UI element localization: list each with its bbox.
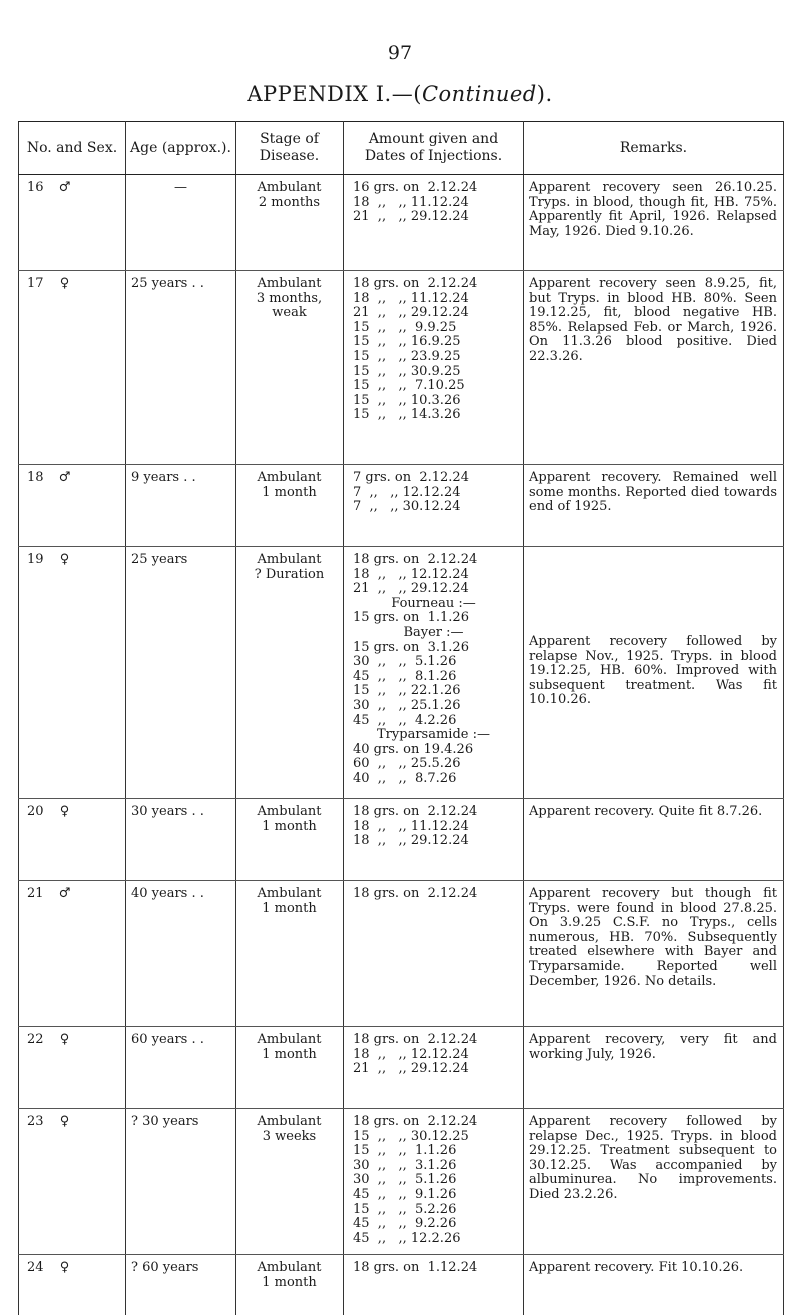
cell-stage bbox=[236, 271, 344, 465]
stage-line: Ambulant bbox=[257, 552, 322, 567]
injection-line: 18 grs. on 2.12.24 bbox=[353, 804, 478, 819]
case-number: 22 bbox=[27, 1032, 44, 1047]
injection-line: 18 grs. on 2.12.24 bbox=[353, 1032, 478, 1047]
title-end: ). bbox=[536, 82, 553, 106]
injection-line: 60 ,, ,, 25.5.26 bbox=[353, 756, 461, 772]
cell-remarks: Apparent recovery. Quite fit 8.7.26. bbox=[524, 799, 784, 881]
sex-symbol: ♀ bbox=[59, 1114, 70, 1129]
stage-line: Ambulant bbox=[257, 804, 322, 819]
title-main: APPENDIX I.—( bbox=[247, 82, 422, 106]
page-title bbox=[0, 82, 800, 106]
cell-stage bbox=[236, 175, 344, 271]
stage-line: 2 months bbox=[258, 194, 321, 210]
stage-line: Ambulant bbox=[257, 886, 322, 901]
cell-amounts bbox=[344, 465, 524, 547]
injection-line: 18 grs. on 2.12.24 bbox=[353, 276, 478, 291]
table-row bbox=[19, 465, 784, 547]
injection-line: 15 ,, ,, 16.9.25 bbox=[353, 334, 461, 350]
stage-line: 3 months, bbox=[256, 290, 323, 306]
sex-symbol: ♀ bbox=[59, 1260, 70, 1276]
cell-remarks: Apparent recovery seen 8.9.25, fit, but Tryps. in blood HB. 80%. Seen 19.12.25, fit, blood negative HB. 85%. Relapsed Feb. or March, 1926. On 11.3.26 blood positive. Died 22.3.26. bbox=[524, 271, 784, 465]
case-number: 24 bbox=[27, 1260, 44, 1276]
injection-line: 18 grs. on 2.12.24 bbox=[353, 886, 478, 901]
injection-line: 18 ,, ,, 11.12.24 bbox=[353, 194, 469, 210]
injection-line: 15 grs. on 1.1.26 bbox=[353, 610, 469, 626]
cell-no-sex bbox=[19, 881, 126, 1027]
cell-age: 25 years bbox=[126, 547, 236, 799]
sex-symbol: ♂ bbox=[58, 886, 71, 901]
injection-line: 18 ,, ,, 12.12.24 bbox=[353, 1046, 469, 1062]
stage-line: 3 weeks bbox=[262, 1128, 317, 1144]
injection-line: 30 ,, ,, 25.1.26 bbox=[353, 697, 461, 713]
injection-line: 45 ,, ,, 9.2.26 bbox=[353, 1216, 457, 1232]
injection-line: 16 grs. on 2.12.24 bbox=[353, 180, 478, 195]
cell-no-sex bbox=[19, 799, 126, 881]
cell-age: ? 60 years bbox=[126, 1255, 236, 1315]
stage-line: Ambulant bbox=[257, 1260, 322, 1276]
injection-line: 45 ,, ,, 12.2.26 bbox=[353, 1230, 461, 1246]
stage-line: weak bbox=[272, 305, 307, 321]
header-remarks: Remarks. bbox=[524, 122, 784, 175]
injection-line: 30 ,, ,, 3.1.26 bbox=[353, 1157, 457, 1173]
cell-age: 25 years . . bbox=[126, 271, 236, 465]
cell-stage bbox=[236, 1027, 344, 1109]
table-row bbox=[19, 547, 784, 799]
cell-remarks: Apparent recovery seen 26.10.25. Tryps. in blood, though fit, HB. 75%. Apparently fit April, 1926. Relapsed May, 1926. Died 9.10.26. bbox=[524, 175, 784, 271]
case-number: 16 bbox=[27, 180, 44, 195]
cell-no-sex bbox=[19, 271, 126, 465]
injection-line: 18 ,, ,, 11.12.24 bbox=[353, 818, 469, 834]
injection-line: 30 ,, ,, 5.1.26 bbox=[353, 654, 457, 670]
injection-line: 15 ,, ,, 10.3.26 bbox=[353, 392, 461, 408]
header-age: Age (approx.). bbox=[126, 122, 236, 175]
injection-line: Tryparsamide :— bbox=[377, 727, 490, 743]
sex-symbol: ♀ bbox=[59, 276, 70, 291]
cell-amounts bbox=[344, 1255, 524, 1315]
stage-line: Ambulant bbox=[257, 1032, 322, 1047]
cell-amounts bbox=[344, 547, 524, 799]
injection-line: 18 grs. on 1.12.24 bbox=[353, 1260, 478, 1276]
cell-no-sex bbox=[19, 175, 126, 271]
sex-symbol: ♂ bbox=[58, 470, 71, 485]
table-body bbox=[19, 175, 784, 1315]
injection-line: 40 ,, ,, 8.7.26 bbox=[353, 770, 457, 786]
injection-line: 21 ,, ,, 29.12.24 bbox=[353, 1061, 469, 1077]
cell-stage bbox=[236, 799, 344, 881]
page-number: 97 bbox=[387, 42, 413, 64]
header-row bbox=[19, 122, 784, 175]
injection-line: 21 ,, ,, 29.12.24 bbox=[353, 305, 469, 321]
cell-amounts bbox=[344, 881, 524, 1027]
stage-line: Ambulant bbox=[257, 180, 322, 195]
injection-line: 18 ,, ,, 11.12.24 bbox=[353, 290, 469, 306]
injection-line: 15 ,, ,, 23.9.25 bbox=[353, 348, 461, 364]
cell-stage bbox=[236, 547, 344, 799]
cell-remarks: Apparent recovery followed by relapse Dec., 1925. Tryps. in blood 29.12.25. Treatment subsequent to 30.12.25. Was accompanied by albuminurea. No improvements. Died 23.2.26. bbox=[524, 1109, 784, 1255]
injection-line: 18 grs. on 2.12.24 bbox=[353, 1114, 478, 1129]
injection-line: 15 grs. on 3.1.26 bbox=[353, 639, 469, 655]
injection-line: 15 ,, ,, 22.1.26 bbox=[353, 683, 461, 699]
table-row bbox=[19, 799, 784, 881]
stage-line: 1 month bbox=[262, 1274, 317, 1290]
case-number: 21 bbox=[27, 886, 44, 901]
stage-line: Ambulant bbox=[257, 470, 322, 485]
cell-amounts bbox=[344, 1109, 524, 1255]
table-row bbox=[19, 1027, 784, 1109]
cell-remarks: Apparent recovery. Fit 10.10.26. bbox=[524, 1255, 784, 1315]
injection-line: 18 grs. on 2.12.24 bbox=[353, 552, 478, 567]
injection-line: 21 ,, ,, 29.12.24 bbox=[353, 581, 469, 597]
sex-symbol: ♀ bbox=[59, 804, 70, 819]
cell-no-sex bbox=[19, 465, 126, 547]
injection-line: 45 ,, ,, 8.1.26 bbox=[353, 668, 457, 684]
case-number: 17 bbox=[27, 276, 44, 291]
case-number: 20 bbox=[27, 804, 44, 819]
injection-line: 7 ,, ,, 30.12.24 bbox=[353, 499, 461, 515]
cell-amounts bbox=[344, 271, 524, 465]
header-stage: Stage of Disease. bbox=[236, 122, 344, 175]
cell-amounts bbox=[344, 1027, 524, 1109]
injection-line: 15 ,, ,, 30.9.25 bbox=[353, 363, 461, 379]
stage-line: Ambulant bbox=[257, 1114, 322, 1129]
case-number: 19 bbox=[27, 552, 44, 567]
cell-age: 30 years . . bbox=[126, 799, 236, 881]
case-number: 23 bbox=[27, 1114, 44, 1129]
stage-line: ? Duration bbox=[254, 566, 325, 582]
cell-remarks: Apparent recovery but though fit Tryps. were found in blood 27.8.25. On 3.9.25 C.S.F. no Tryps., cells numerous, HB. 70%. Subsequently treated elsewhere with Bayer and Tryparsamide. Reported well December, 1926. No details. bbox=[524, 881, 784, 1027]
header-no-sex: No. and Sex. bbox=[19, 122, 126, 175]
cell-stage bbox=[236, 881, 344, 1027]
cell-stage bbox=[236, 465, 344, 547]
cell-remarks: Apparent recovery. Remained well some months. Reported died towards end of 1925. bbox=[524, 465, 784, 547]
injection-line: Fourneau :— bbox=[391, 595, 476, 611]
injection-line: 30 ,, ,, 5.1.26 bbox=[353, 1172, 457, 1188]
table-row bbox=[19, 271, 784, 465]
injection-line: 15 ,, ,, 1.1.26 bbox=[353, 1143, 457, 1159]
table-row bbox=[19, 175, 784, 271]
stage-line: 1 month bbox=[262, 900, 317, 916]
cell-age: 40 years . . bbox=[126, 881, 236, 1027]
title-italic: Continued bbox=[421, 82, 537, 106]
header-amount: Amount given and Dates of Injections. bbox=[344, 122, 524, 175]
injection-line: 40 grs. on 19.4.26 bbox=[353, 741, 474, 757]
injection-line: 15 ,, ,, 30.12.25 bbox=[353, 1128, 469, 1144]
cell-stage bbox=[236, 1109, 344, 1255]
table-row bbox=[19, 881, 784, 1027]
stage-line: Ambulant bbox=[257, 276, 322, 291]
cell-no-sex bbox=[19, 1109, 126, 1255]
injection-line: 18 ,, ,, 12.12.24 bbox=[353, 566, 469, 582]
stage-line: 1 month bbox=[262, 484, 317, 500]
stage-line: 1 month bbox=[262, 818, 317, 834]
injection-line: 7 ,, ,, 12.12.24 bbox=[353, 484, 461, 500]
sex-symbol: ♂ bbox=[58, 180, 71, 195]
cell-age: — bbox=[126, 175, 236, 271]
injection-line: 45 ,, ,, 9.1.26 bbox=[353, 1186, 457, 1202]
injection-line: 7 grs. on 2.12.24 bbox=[353, 470, 469, 485]
injection-line: 15 ,, ,, 9.9.25 bbox=[353, 319, 457, 335]
cell-no-sex bbox=[19, 547, 126, 799]
cell-no-sex bbox=[19, 1027, 126, 1109]
injection-line: 15 ,, ,, 5.2.26 bbox=[353, 1201, 457, 1217]
injection-line: Bayer :— bbox=[403, 624, 464, 640]
injection-table bbox=[18, 121, 784, 1315]
cell-amounts bbox=[344, 175, 524, 271]
sex-symbol: ♀ bbox=[59, 552, 70, 567]
sex-symbol: ♀ bbox=[59, 1032, 70, 1047]
cell-age: ? 30 years bbox=[126, 1109, 236, 1255]
stage-line: 1 month bbox=[262, 1046, 317, 1062]
cell-remarks: Apparent recovery followed by relapse Nov., 1925. Tryps. in blood 19.12.25, HB. 60%. Improved with subsequent treatment. Was fit 10.10.26. bbox=[524, 547, 784, 799]
cell-no-sex bbox=[19, 1255, 126, 1315]
cell-amounts bbox=[344, 799, 524, 881]
injection-line: 15 ,, ,, 7.10.25 bbox=[353, 378, 465, 394]
injection-line: 15 ,, ,, 14.3.26 bbox=[353, 407, 461, 423]
case-number: 18 bbox=[27, 470, 44, 485]
table-row bbox=[19, 1255, 784, 1315]
cell-stage bbox=[236, 1255, 344, 1315]
cell-age: 60 years . . bbox=[126, 1027, 236, 1109]
cell-age: 9 years . . bbox=[126, 465, 236, 547]
injection-line: 45 ,, ,, 4.2.26 bbox=[353, 712, 457, 728]
injection-line: 21 ,, ,, 29.12.24 bbox=[353, 209, 469, 225]
table-row bbox=[19, 1109, 784, 1255]
injection-line: 18 ,, ,, 29.12.24 bbox=[353, 833, 469, 849]
cell-remarks: Apparent recovery, very fit and working July, 1926. bbox=[524, 1027, 784, 1109]
